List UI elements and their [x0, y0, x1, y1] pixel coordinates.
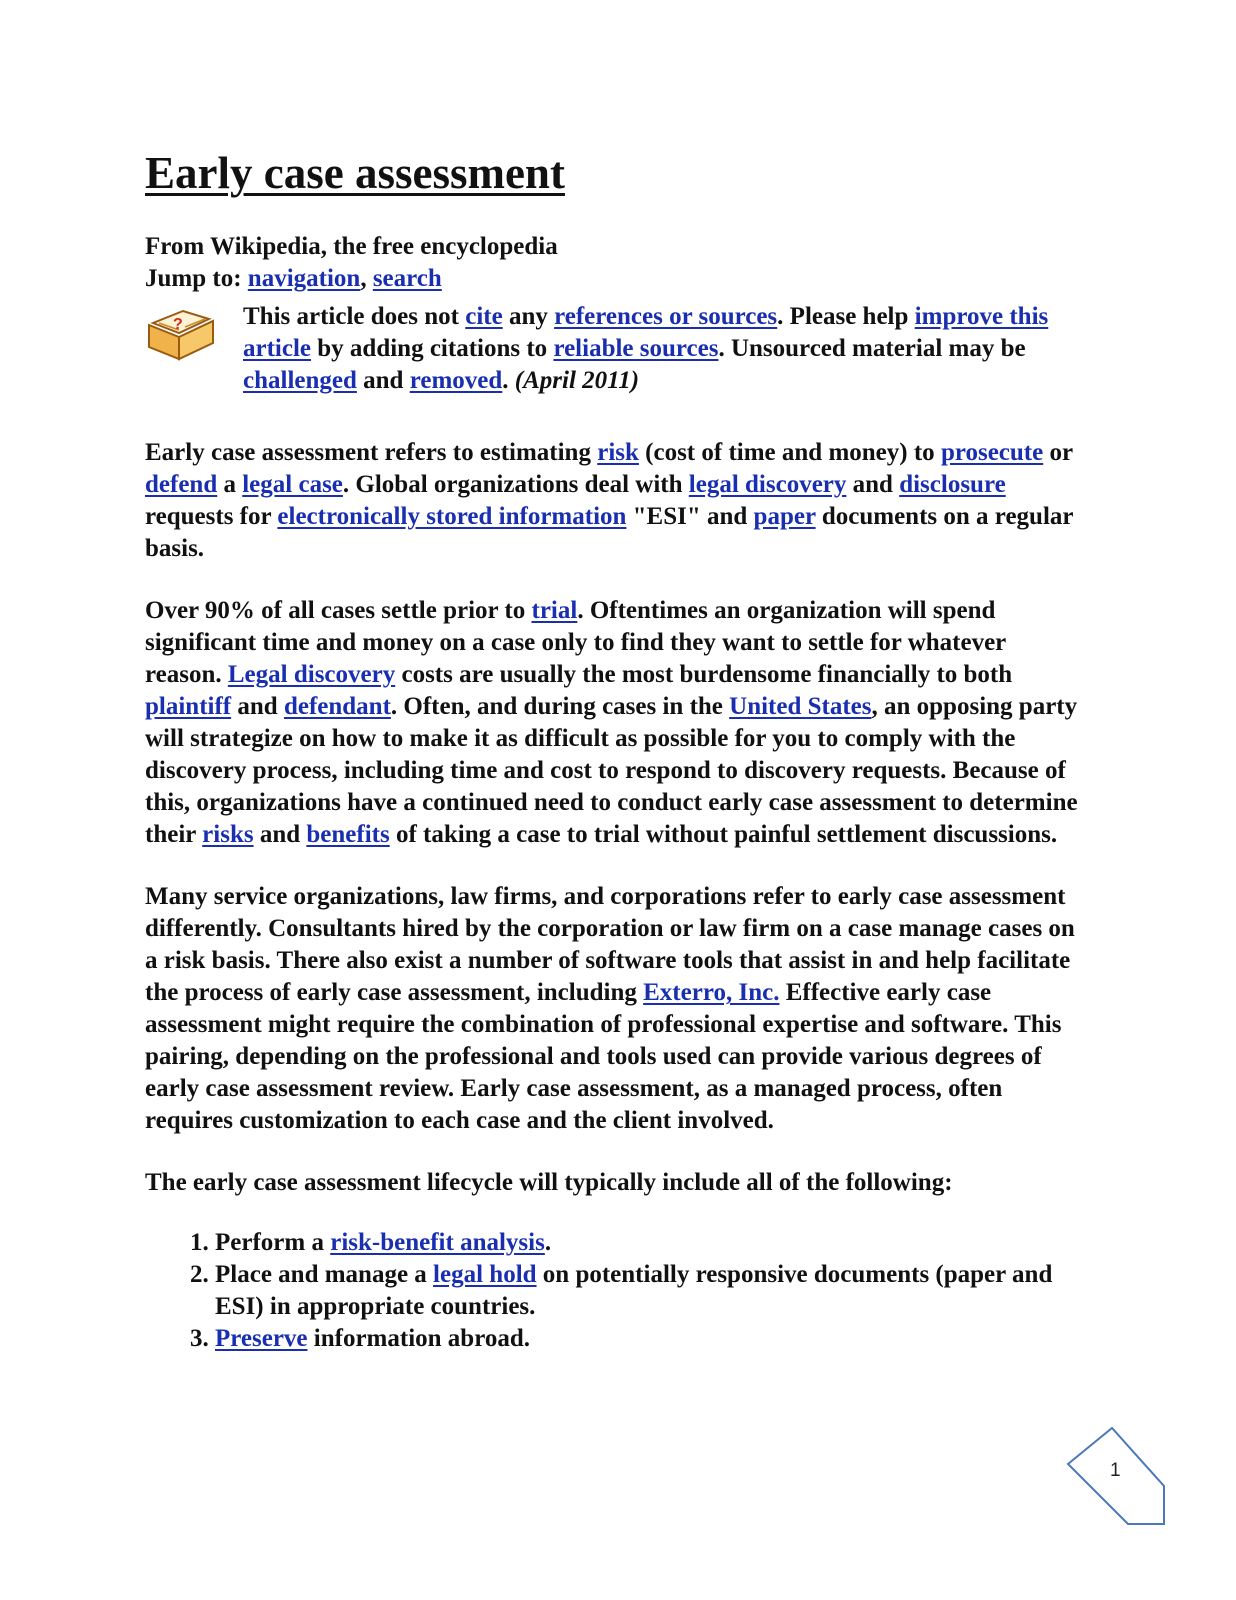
p2-text-4: and — [231, 693, 284, 720]
reliable-sources-link[interactable]: reliable sources — [553, 335, 719, 362]
cite-link[interactable]: cite — [465, 303, 503, 330]
paper-link[interactable]: paper — [753, 503, 816, 530]
p1-text-5: . Global organizations deal with — [342, 471, 689, 498]
page-title: Early case assessment — [145, 148, 565, 198]
jump-comma: , — [360, 265, 373, 292]
p1-text-1: Early case assessment refers to estimating — [145, 439, 598, 466]
p1-text-6: and — [846, 471, 900, 498]
paragraph-1 — [145, 437, 1080, 565]
notice-text-1: This article does not — [243, 303, 466, 330]
defend-link[interactable]: defend — [145, 471, 218, 498]
notice-text-5: . Unsourced material may be — [718, 335, 1026, 362]
list-item-text: on potentially responsive documents (paper and ESI) in appropriate countries. — [215, 1261, 1053, 1320]
p1-text-4: a — [217, 471, 243, 498]
risk-link[interactable]: risk — [597, 439, 639, 466]
paragraph-2 — [145, 595, 1080, 851]
page-number-marker — [1066, 1426, 1170, 1528]
book-question-icon — [145, 301, 243, 397]
paragraph-4: The early case assessment lifecycle will typically include all of the following: — [145, 1169, 953, 1196]
citation-notice — [145, 301, 1080, 397]
p2-text-8: of taking a case to trial without painful settlement discussions. — [389, 821, 1058, 848]
legal-hold-link[interactable]: legal hold — [433, 1261, 537, 1288]
united-states-link[interactable]: United States — [729, 693, 872, 720]
risks-link[interactable]: risks — [202, 821, 254, 848]
defendant-link[interactable]: defendant — [283, 693, 391, 720]
p1-text-2: (cost of time and money) to — [638, 439, 941, 466]
notice-text-2: any — [502, 303, 555, 330]
p3-text-2: Effective early case assessment might require the combination of professional expertise and software. This pairing, depending on the professional and tools used can provide various degrees of early case assessment review. Early case assessment, as a managed process, often requires customization to each case and the client involved. — [145, 979, 1062, 1134]
legal-case-link[interactable]: legal case — [242, 471, 343, 498]
removed-link[interactable]: removed — [409, 367, 503, 394]
list-item-text: . — [544, 1229, 552, 1256]
article-body — [145, 145, 1080, 1355]
p2-text-1: Over 90% of all cases settle prior to — [145, 597, 532, 624]
legal-discovery-link[interactable]: legal discovery — [688, 471, 847, 498]
notice-date: (April 2011) — [514, 367, 640, 394]
jump-to-line — [145, 263, 1080, 295]
notice-text — [243, 301, 1080, 397]
p3-text-1: Many service organizations, law firms, and corporations refer to early case assessment differently. Consultants hired by the corporation or law firm on a case manage cases on a risk basis. There also exist a number of software tools that assist in and help facilitate the process of early case assessment, including — [145, 883, 1075, 1006]
list-item-text: information abroad. — [307, 1325, 531, 1352]
notice-text-6: and — [356, 367, 410, 394]
challenged-link[interactable]: challenged — [243, 367, 357, 394]
benefits-link[interactable]: benefits — [306, 821, 390, 848]
legal-discovery-link-2[interactable]: Legal discovery — [227, 661, 396, 688]
search-link[interactable]: search — [372, 265, 442, 292]
p2-text-3: costs are usually the most burdensome financially to both — [395, 661, 1013, 688]
jump-prefix: Jump to: — [145, 265, 248, 292]
exterro-link[interactable]: Exterro, Inc. — [643, 979, 780, 1006]
trial-link[interactable]: trial — [531, 597, 578, 624]
electronically-stored-information-link[interactable]: electronically stored information — [277, 503, 627, 530]
paragraph-3 — [145, 881, 1080, 1137]
source-line: From Wikipedia, the free encyclopedia — [145, 233, 558, 260]
list-item — [215, 1323, 1080, 1355]
svg-text:?: ? — [173, 316, 183, 333]
list-item — [215, 1259, 1080, 1323]
list-item — [215, 1227, 1080, 1259]
article-header — [145, 231, 1080, 295]
references-or-sources-link[interactable]: references or sources — [554, 303, 778, 330]
notice-text-4: by adding citations to — [311, 335, 554, 362]
risk-benefit-analysis-link[interactable]: risk-benefit analysis — [330, 1229, 545, 1256]
improve-this-article-link[interactable]: improve this article — [243, 303, 1049, 362]
list-item-text: Perform a — [215, 1229, 331, 1256]
p2-text-5: . Often, and during cases in the — [390, 693, 730, 720]
p1-text-3: or — [1043, 439, 1073, 466]
preserve-link[interactable]: Preserve — [215, 1325, 308, 1352]
navigation-link[interactable]: navigation — [247, 265, 361, 292]
p2-text-6: , an opposing party will strategize on how to make it as difficult as possible for you to comply with the discovery process, including time and cost to respond to discovery requests. Because of this, organizations have a continued need to conduct early case assessment to determine their — [145, 693, 1078, 848]
plaintiff-link[interactable]: plaintiff — [145, 693, 232, 720]
p2-text-7: and — [253, 821, 307, 848]
disclosure-link[interactable]: disclosure — [899, 471, 1006, 498]
p2-text-2: . Oftentimes an organization will spend significant time and money on a case only to find they want to settle for whatever reason. — [145, 597, 1006, 688]
notice-text-7: . — [502, 367, 515, 394]
p1-text-7: requests for — [145, 503, 278, 530]
prosecute-link[interactable]: prosecute — [940, 439, 1044, 466]
notice-text-3: . Please help — [777, 303, 915, 330]
p1-text-8: "ESI" and — [626, 503, 754, 530]
p1-text-9: documents on a regular basis. — [145, 503, 1074, 562]
lifecycle-list — [145, 1227, 1080, 1355]
list-item-text: Place and manage a — [215, 1261, 434, 1288]
page-number: 1 — [1110, 1460, 1121, 1481]
